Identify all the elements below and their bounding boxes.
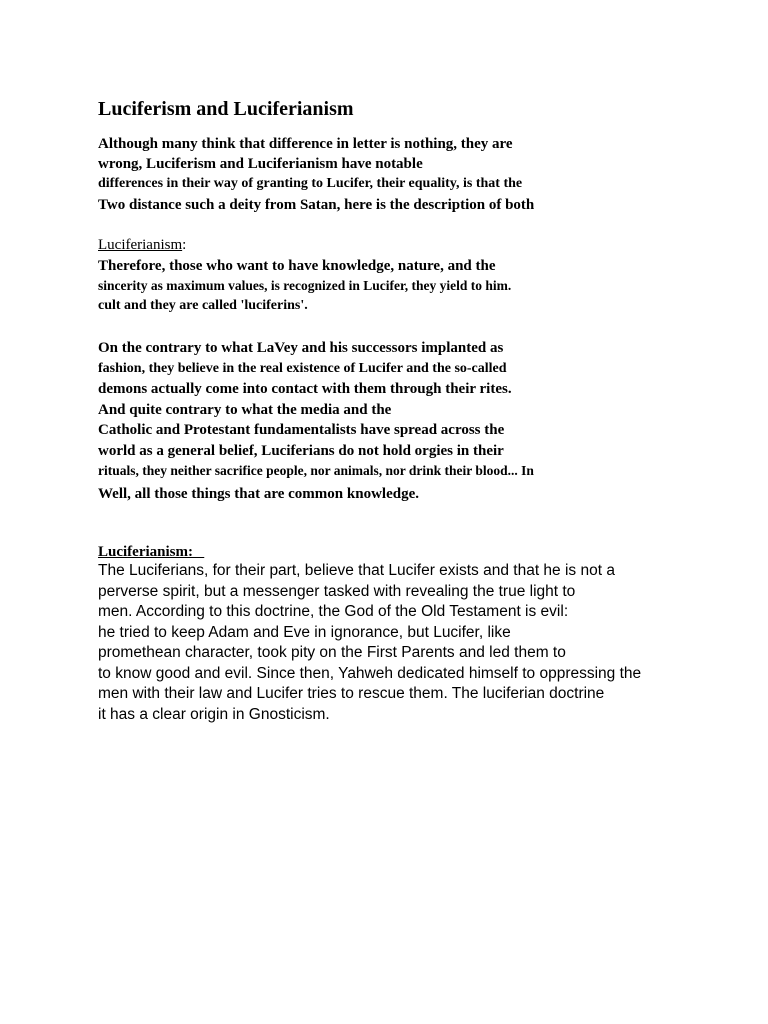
section2-para-line: men with their law and Lucifer tries to rescue them. The luciferian doctrine: [98, 685, 605, 702]
intro-line: wrong, Luciferism and Luciferianism have notable: [98, 156, 423, 172]
section1-para1-line: Therefore, those who want to have knowledge, nature, and the: [98, 258, 496, 274]
section2-para-line: men. According to this doctrine, the God of the Old Testament is evil:: [98, 603, 569, 620]
section2-heading-text: Luciferianism:: [98, 544, 205, 560]
section2-para-line: he tried to keep Adam and Eve in ignorance, but Lucifer, like: [98, 623, 511, 641]
section2-para-line: it has a clear origin in Gnosticism.: [98, 705, 330, 723]
intro-paragraph: [98, 134, 534, 216]
section1-heading-text: Luciferianism: [98, 237, 183, 253]
intro-line: differences in their way of granting to Lucifer, their equality, is that the: [98, 176, 523, 191]
section1-para2-line: fashion, they believe in the real existence of Lucifer and the so-called: [98, 360, 507, 376]
section1-para2-line: And quite contrary to what the media and the: [98, 401, 392, 418]
section1-para2-line: Catholic and Protestant fundamentalists have spread across the: [98, 422, 505, 438]
section1-heading: [98, 235, 186, 255]
section2-para-line: promethean character, took pity on the First Parents and led them to: [98, 644, 566, 661]
section2-paragraph: [98, 561, 641, 725]
intro-line: Two distance such a deity from Satan, here is the description of both: [98, 197, 535, 213]
section1-para1-line: cult and they are called 'luciferins'.: [98, 298, 308, 313]
section2-para-line: to know good and evil. Since then, Yahweh dedicated himself to oppressing the: [98, 664, 642, 682]
section2-para-line: The Luciferians, for their part, believe that Lucifer exists and that he is not a: [98, 562, 615, 579]
section2-para-line: perverse spirit, but a messenger tasked with revealing the true light to: [98, 582, 576, 600]
section1-para2-line: demons actually come into contact with them through their rites.: [98, 381, 512, 397]
intro-line: Although many think that difference in letter is nothing, they are: [98, 136, 513, 152]
section1-heading-suffix: :: [182, 237, 187, 253]
section1-para2-line: Well, all those things that are common knowledge.: [98, 485, 419, 502]
section1-para1-line: sincerity as maximum values, is recognized in Lucifer, they yield to him.: [98, 278, 512, 293]
section1-para2-line: rituals, they neither sacrifice people, nor animals, nor drink their blood... In: [98, 463, 534, 478]
section1-para2-line: On the contrary to what LaVey and his successors implanted as: [98, 340, 504, 356]
section2-heading: [98, 542, 204, 562]
section1-paragraph-2: [98, 338, 534, 506]
section1-paragraph-1: [98, 256, 511, 316]
section1-para2-line: world as a general belief, Luciferians do not hold orgies in their: [98, 442, 504, 459]
document-title: Luciferism and Luciferianism: [98, 98, 354, 120]
